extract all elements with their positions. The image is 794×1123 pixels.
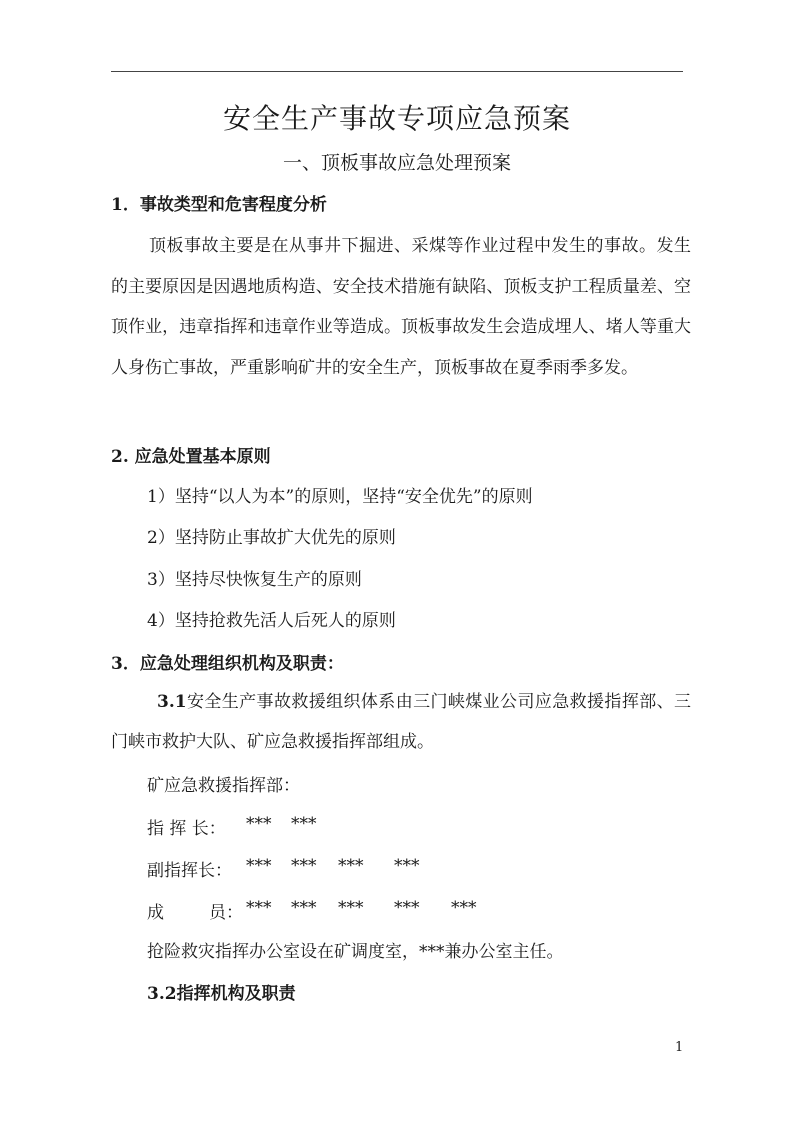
name-placeholder: *** xyxy=(291,898,317,918)
section-title: 一、顶板事故应急处理预案 xyxy=(282,152,511,174)
name-placeholder: *** xyxy=(246,814,272,834)
rescue-system-text: 安全生产事故救援组织体系由三门峡煤业公司应急救援指挥部、三门峡市救护大队、矿应急救援指挥部组成。 xyxy=(111,692,691,752)
heading-1: 1．事故类型和危害程度分析 xyxy=(111,195,327,215)
paragraph-accident-analysis: 顶板事故主要是在从事井下掘进、采煤等作业过程中发生的事故。发生的主要原因是因遇地质构造、安全技术措施有缺陷、顶板支护工程质量差、空顶作业，违章指挥和违章作业等造成。顶板事故发生会造成埋人、堵人等重大人身伤亡事故，严重影响矿井的安全生产，顶板事故在夏季雨季多发。 xyxy=(111,236,691,378)
name-placeholder: *** xyxy=(291,814,317,834)
principle-item: 1）坚持“以人为本”的原则，坚持“安全优先”的原则 xyxy=(147,487,533,507)
deputy-label: 副指挥长： xyxy=(147,861,232,881)
paragraph-rescue-system xyxy=(111,682,691,762)
page-number: 1 xyxy=(675,1040,684,1055)
header-rule xyxy=(111,71,683,72)
name-placeholder: *** xyxy=(246,856,272,876)
subsection-number: 3.1 xyxy=(157,692,187,712)
document-title: 安全生产事故专项应急预案 xyxy=(222,102,571,135)
heading-3: 3．应急处理组织机构及职责： xyxy=(111,654,344,674)
mine-hq-label: 矿应急救援指挥部： xyxy=(147,776,300,796)
principle-item: 3）坚持尽快恢复生产的原则 xyxy=(147,570,362,590)
name-placeholder: *** xyxy=(246,898,272,918)
heading-3-2: 3.2指挥机构及职责 xyxy=(147,984,296,1004)
office-text: 抢险救灾指挥办公室设在矿调度室，***兼办公室主任。 xyxy=(147,942,564,962)
member-label: 成 xyxy=(147,903,164,923)
principle-item: 4）坚持抢救先活人后死人的原则 xyxy=(147,611,396,631)
commander-label: 指 挥 长： xyxy=(147,819,226,839)
name-placeholder: *** xyxy=(338,898,364,918)
name-placeholder: *** xyxy=(291,856,317,876)
name-placeholder: *** xyxy=(451,898,477,918)
name-placeholder: *** xyxy=(394,898,420,918)
heading-2: 2. 应急处置基本原则 xyxy=(111,447,271,467)
principle-item: 2）坚持防止事故扩大优先的原则 xyxy=(147,528,396,548)
member-label: 员： xyxy=(209,903,243,923)
name-placeholder: *** xyxy=(394,856,420,876)
name-placeholder: *** xyxy=(338,856,364,876)
